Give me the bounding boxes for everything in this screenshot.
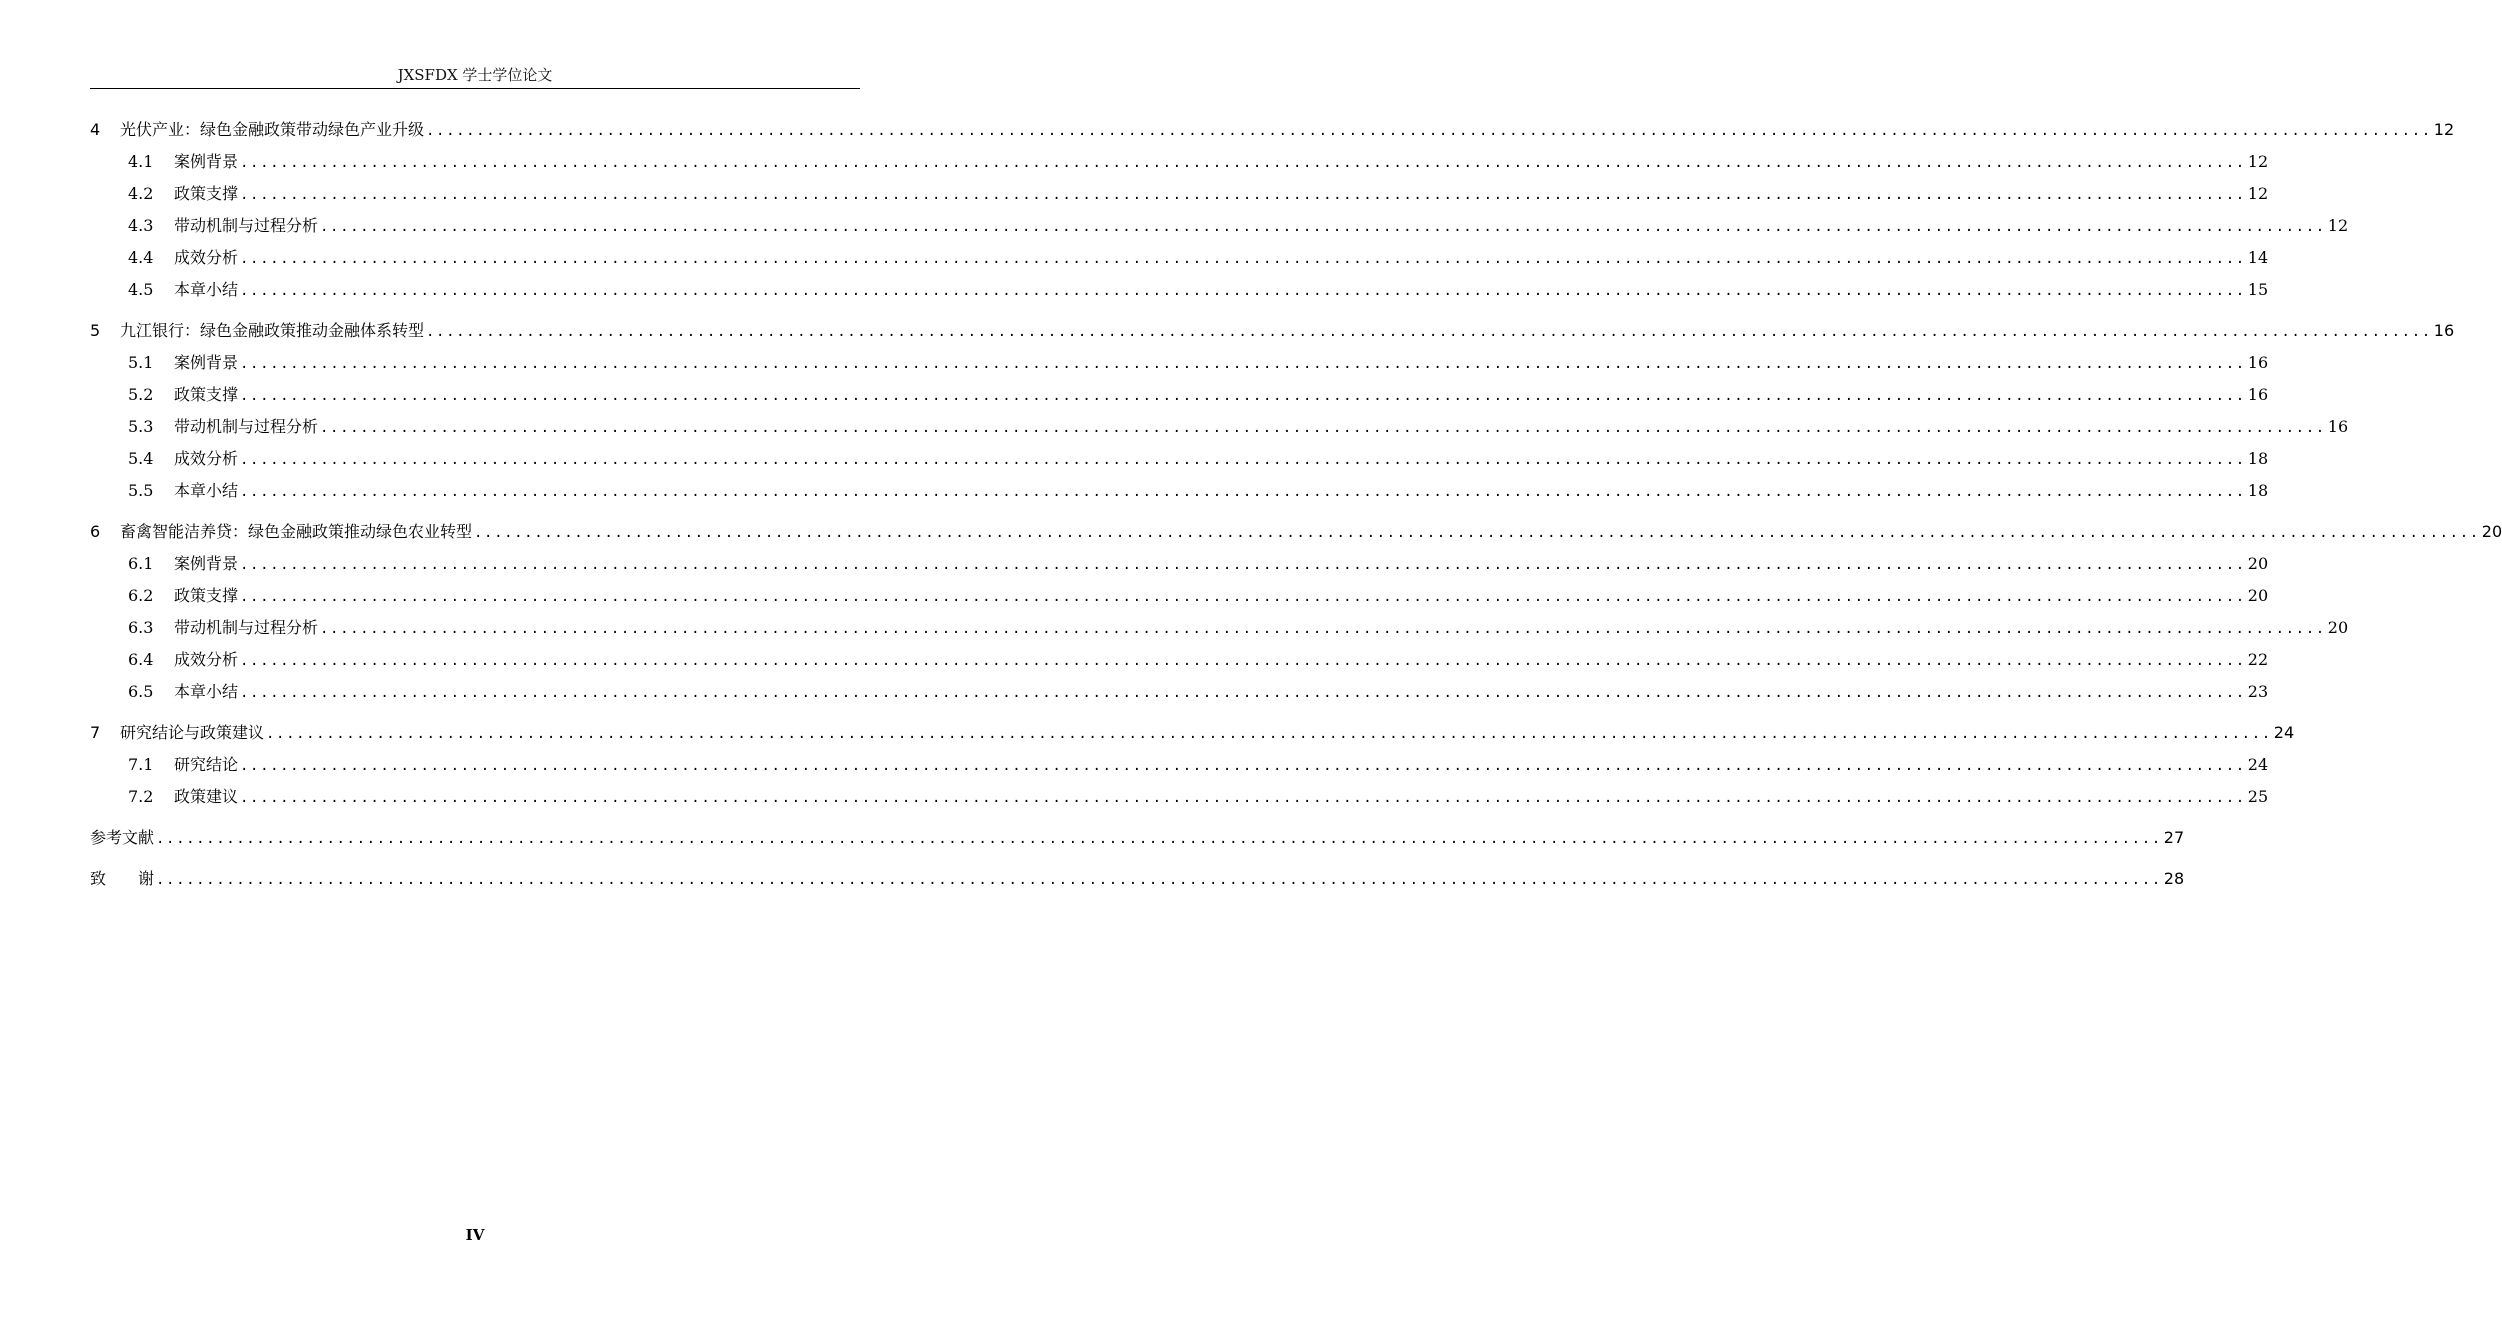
toc-number: 6.1 [128,554,154,573]
toc-leader: ........................................................................................................................................................................................................ [320,420,2326,436]
toc-title: 本章小结 [174,481,239,500]
toc-title: 案例背景 [174,152,239,171]
page-number: IV [465,1226,485,1244]
toc-leader: ........................................................................................................................................................................................................ [240,388,2246,404]
toc-leader: ........................................................................................................................................................................................................ [156,831,2162,847]
toc-leader: ........................................................................................................................................................................................................ [240,653,2246,669]
toc-leader: ........................................................................................................................................................................................................ [240,452,2246,468]
toc-number: 5 [90,321,101,340]
toc-page: 12 [2433,120,2455,139]
toc-title: 研究结论与政策建议 [120,723,265,742]
toc-number: 4.1 [128,152,154,171]
toc-page: 20 [2247,586,2269,605]
toc-page: 14 [2247,248,2269,267]
toc-page: 24 [2247,755,2269,774]
toc-title: 政策建议 [174,787,239,806]
toc-page: 25 [2247,787,2269,806]
toc-title: 案例背景 [174,353,239,372]
toc-section-5-5[interactable] [90,475,2269,507]
toc-section-4-4[interactable] [90,242,2269,274]
toc-leader: ........................................................................................................................................................................................................ [156,872,2162,888]
toc-title: 本章小结 [174,280,239,299]
toc-number: 5.3 [128,417,154,436]
toc-title: 光伏产业：绿色金融政策带动绿色产业升级 [120,120,425,139]
toc-number: 4.5 [128,280,154,299]
toc-leader: ........................................................................................................................................................................................................ [474,525,2480,541]
toc-leader: ........................................................................................................................................................................................................ [240,356,2246,372]
toc-page: 22 [2247,650,2269,669]
toc-page: 24 [2273,723,2295,742]
toc-leader: ........................................................................................................................................................................................................ [240,589,2246,605]
toc-number: 4 [90,120,101,139]
toc-number: 5.1 [128,353,154,372]
toc-leader: ........................................................................................................................................................................................................ [320,219,2326,235]
toc-leader: ........................................................................................................................................................................................................ [426,324,2432,340]
toc-references[interactable] [90,822,2185,854]
toc-number: 5.4 [128,449,154,468]
toc-number: 6.2 [128,586,154,605]
toc-page: 12 [2327,216,2349,235]
toc-section-4-2[interactable] [90,178,2269,210]
toc-title: 畜禽智能洁养贷：绿色金融政策推动绿色农业转型 [120,522,473,541]
running-header: JXSFDX 学士学位论文 [397,66,553,84]
toc-section-4-1[interactable] [90,146,2269,178]
toc-section-6-5[interactable] [90,676,2269,708]
toc-number: 6.3 [128,618,154,637]
toc-leader: ........................................................................................................................................................................................................ [240,685,2246,701]
toc-title: 九江银行：绿色金融政策推动金融体系转型 [120,321,425,340]
toc-chapter-5[interactable] [90,315,2455,347]
toc-leader: ........................................................................................................................................................................................................ [426,123,2432,139]
toc-section-4-5[interactable] [90,274,2269,306]
toc-title: 案例背景 [174,554,239,573]
toc-title: 致 谢 [90,869,155,888]
toc-page: 27 [2163,828,2185,847]
toc-leader: ........................................................................................................................................................................................................ [240,155,2246,171]
toc-section-7-2[interactable] [90,781,2269,813]
toc-leader: ........................................................................................................................................................................................................ [240,283,2246,299]
toc-section-5-4[interactable] [90,443,2269,475]
toc-leader: ........................................................................................................................................................................................................ [240,251,2246,267]
toc-section-6-3[interactable] [90,612,2349,644]
toc-page: 12 [2247,184,2269,203]
toc-chapter-4[interactable] [90,114,2455,146]
toc-leader: ........................................................................................................................................................................................................ [240,484,2246,500]
toc-page: 18 [2247,481,2269,500]
toc-title: 带动机制与过程分析 [174,216,319,235]
toc-title: 政策支撑 [174,184,239,203]
toc-section-6-1[interactable] [90,548,2269,580]
toc-page: 20 [2327,618,2349,637]
toc-title: 本章小结 [174,682,239,701]
toc-section-5-2[interactable] [90,379,2269,411]
toc-page: 18 [2247,449,2269,468]
toc-number: 7 [90,723,101,742]
toc-leader: ........................................................................................................................................................................................................ [240,187,2246,203]
toc-title: 研究结论 [174,755,239,774]
toc-section-6-4[interactable] [90,644,2269,676]
toc-number: 6.4 [128,650,154,669]
toc-title: 成效分析 [174,449,239,468]
toc-number: 6.5 [128,682,154,701]
toc-title: 带动机制与过程分析 [174,417,319,436]
toc-leader: ........................................................................................................................................................................................................ [240,790,2246,806]
toc-page: 16 [2247,353,2269,372]
toc-page: 16 [2247,385,2269,404]
toc-section-5-3[interactable] [90,411,2349,443]
table-of-contents [90,114,2502,895]
toc-page: 16 [2327,417,2349,436]
toc-title: 成效分析 [174,248,239,267]
toc-section-7-1[interactable] [90,749,2269,781]
toc-number: 7.2 [128,787,154,806]
toc-section-5-1[interactable] [90,347,2269,379]
toc-page: 15 [2247,280,2269,299]
toc-section-4-3[interactable] [90,210,2349,242]
toc-title: 政策支撑 [174,385,239,404]
toc-leader: ........................................................................................................................................................................................................ [266,726,2272,742]
toc-acknowledgements[interactable] [90,863,2185,895]
header-rule [90,88,860,89]
toc-title: 政策支撑 [174,586,239,605]
toc-number: 4.4 [128,248,154,267]
toc-number: 7.1 [128,755,154,774]
toc-page: 20 [2247,554,2269,573]
toc-leader: ........................................................................................................................................................................................................ [320,621,2326,637]
toc-page: 28 [2163,869,2185,888]
toc-number: 4.2 [128,184,154,203]
toc-page: 23 [2247,682,2269,701]
toc-number: 5.2 [128,385,154,404]
toc-chapter-7[interactable] [90,717,2295,749]
toc-page: 12 [2247,152,2269,171]
toc-leader: ........................................................................................................................................................................................................ [240,758,2246,774]
toc-title: 参考文献 [90,828,155,847]
toc-section-6-2[interactable] [90,580,2269,612]
toc-page: 20 [2481,522,2502,541]
toc-title: 带动机制与过程分析 [174,618,319,637]
toc-title: 成效分析 [174,650,239,669]
toc-page: 16 [2433,321,2455,340]
toc-number: 5.5 [128,481,154,500]
toc-chapter-6[interactable] [90,516,2502,548]
toc-leader: ........................................................................................................................................................................................................ [240,557,2246,573]
toc-number: 6 [90,522,101,541]
toc-number: 4.3 [128,216,154,235]
